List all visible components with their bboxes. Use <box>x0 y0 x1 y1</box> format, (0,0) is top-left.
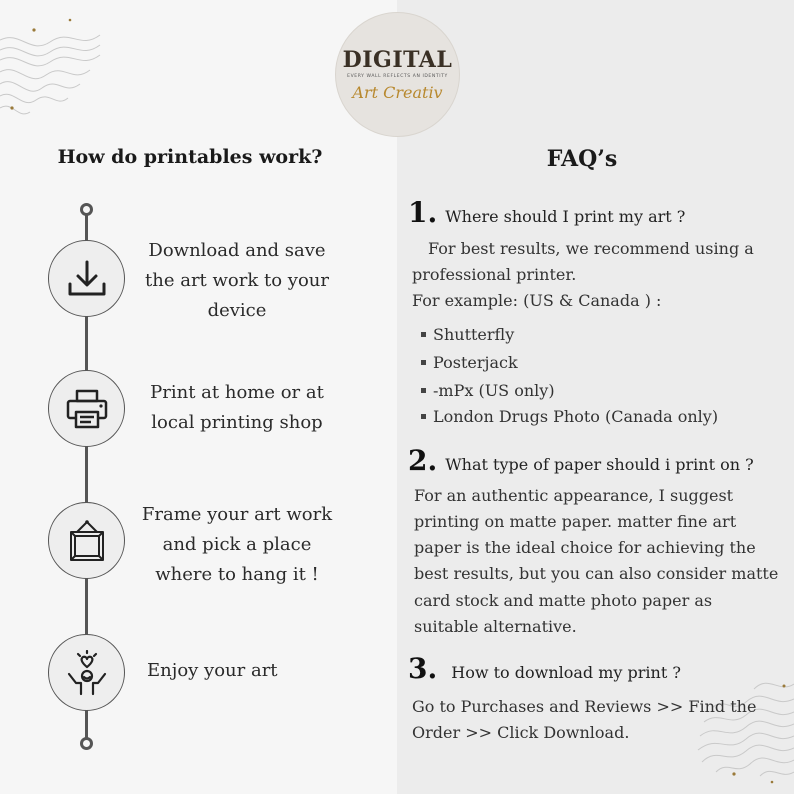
faq-1-bullet: -mPx (US only) <box>421 381 555 400</box>
faq-2-question <box>408 444 754 477</box>
faq-1-answer-line-3: For example: (US & Canada ) : <box>412 291 662 310</box>
faq-3-answer-line-1: Go to Purchases and Reviews >> Find the <box>412 697 757 716</box>
faq-2-question-text: What type of paper should i print on ? <box>445 455 754 474</box>
how-it-works-heading: How do printables work? <box>57 146 323 168</box>
bullet-square-icon <box>421 414 426 419</box>
faq-3-question <box>408 652 681 685</box>
faq-2-answer-line-2: printing on matte paper. matter fine art <box>414 512 737 531</box>
faq-1-number: 1. <box>408 196 438 229</box>
step-4-text: Enjoy your art <box>147 660 278 681</box>
bullet-square-icon <box>421 360 426 365</box>
faq-1-bullet: Posterjack <box>421 353 518 372</box>
faq-1-answer-line-2: professional printer. <box>412 265 577 284</box>
faq-1-bullet: London Drugs Photo (Canada only) <box>421 407 718 426</box>
faq-2-answer-line-4: best results, but you can also consider matte <box>414 564 779 583</box>
download-icon <box>64 256 110 302</box>
bullet-square-icon <box>421 332 426 337</box>
faq-2-answer-line-1: For an authentic appearance, I suggest <box>414 486 734 505</box>
faq-2-number: 2. <box>408 444 438 477</box>
step-1-icon-circle <box>48 240 125 317</box>
wavy-lines-decoration-bottom-right <box>694 664 794 794</box>
step-3-icon-circle <box>48 502 125 579</box>
picture-frame-icon <box>64 518 110 564</box>
faq-3-answer-line-2: Order >> Click Download. <box>412 723 630 742</box>
printer-icon <box>64 386 110 432</box>
faq-2-answer-line-3: paper is the ideal choice for achieving the <box>414 538 756 557</box>
logo-tagline: EVERY WALL REFLECTS AN IDENTITY <box>347 74 448 79</box>
step-2-text: Print at home or at local printing shop <box>150 382 324 433</box>
faq-3-question-text: How to download my print ? <box>451 663 681 682</box>
bullet-square-icon <box>421 388 426 393</box>
timeline-start-dot <box>80 203 93 216</box>
happy-person-icon <box>64 650 110 696</box>
faq-3-number: 3. <box>408 652 438 685</box>
faq-1-question <box>408 196 685 229</box>
brand-logo <box>335 12 460 137</box>
step-2-icon-circle <box>48 370 125 447</box>
faq-1-answer-line-1: For best results, we recommend using a <box>428 239 754 258</box>
faq-2-answer-line-6: suitable alternative. <box>414 617 577 636</box>
wavy-lines-decoration-top-left <box>0 0 110 140</box>
faq-heading: FAQ’s <box>546 146 618 172</box>
timeline-end-dot <box>80 737 93 750</box>
logo-title: DIGITAL <box>342 47 453 73</box>
logo-script: Art Creativ <box>352 83 443 102</box>
faq-1-question-text: Where should I print my art ? <box>445 207 686 226</box>
faq-1-bullet: Shutterfly <box>421 325 514 344</box>
step-4-icon-circle <box>48 634 125 711</box>
step-1-text: Download and save the art work to your device <box>145 240 329 321</box>
step-3-text: Frame your art work and pick a place where to hang it ! <box>141 504 333 585</box>
faq-2-answer-line-5: card stock and matte photo paper as <box>414 591 713 610</box>
